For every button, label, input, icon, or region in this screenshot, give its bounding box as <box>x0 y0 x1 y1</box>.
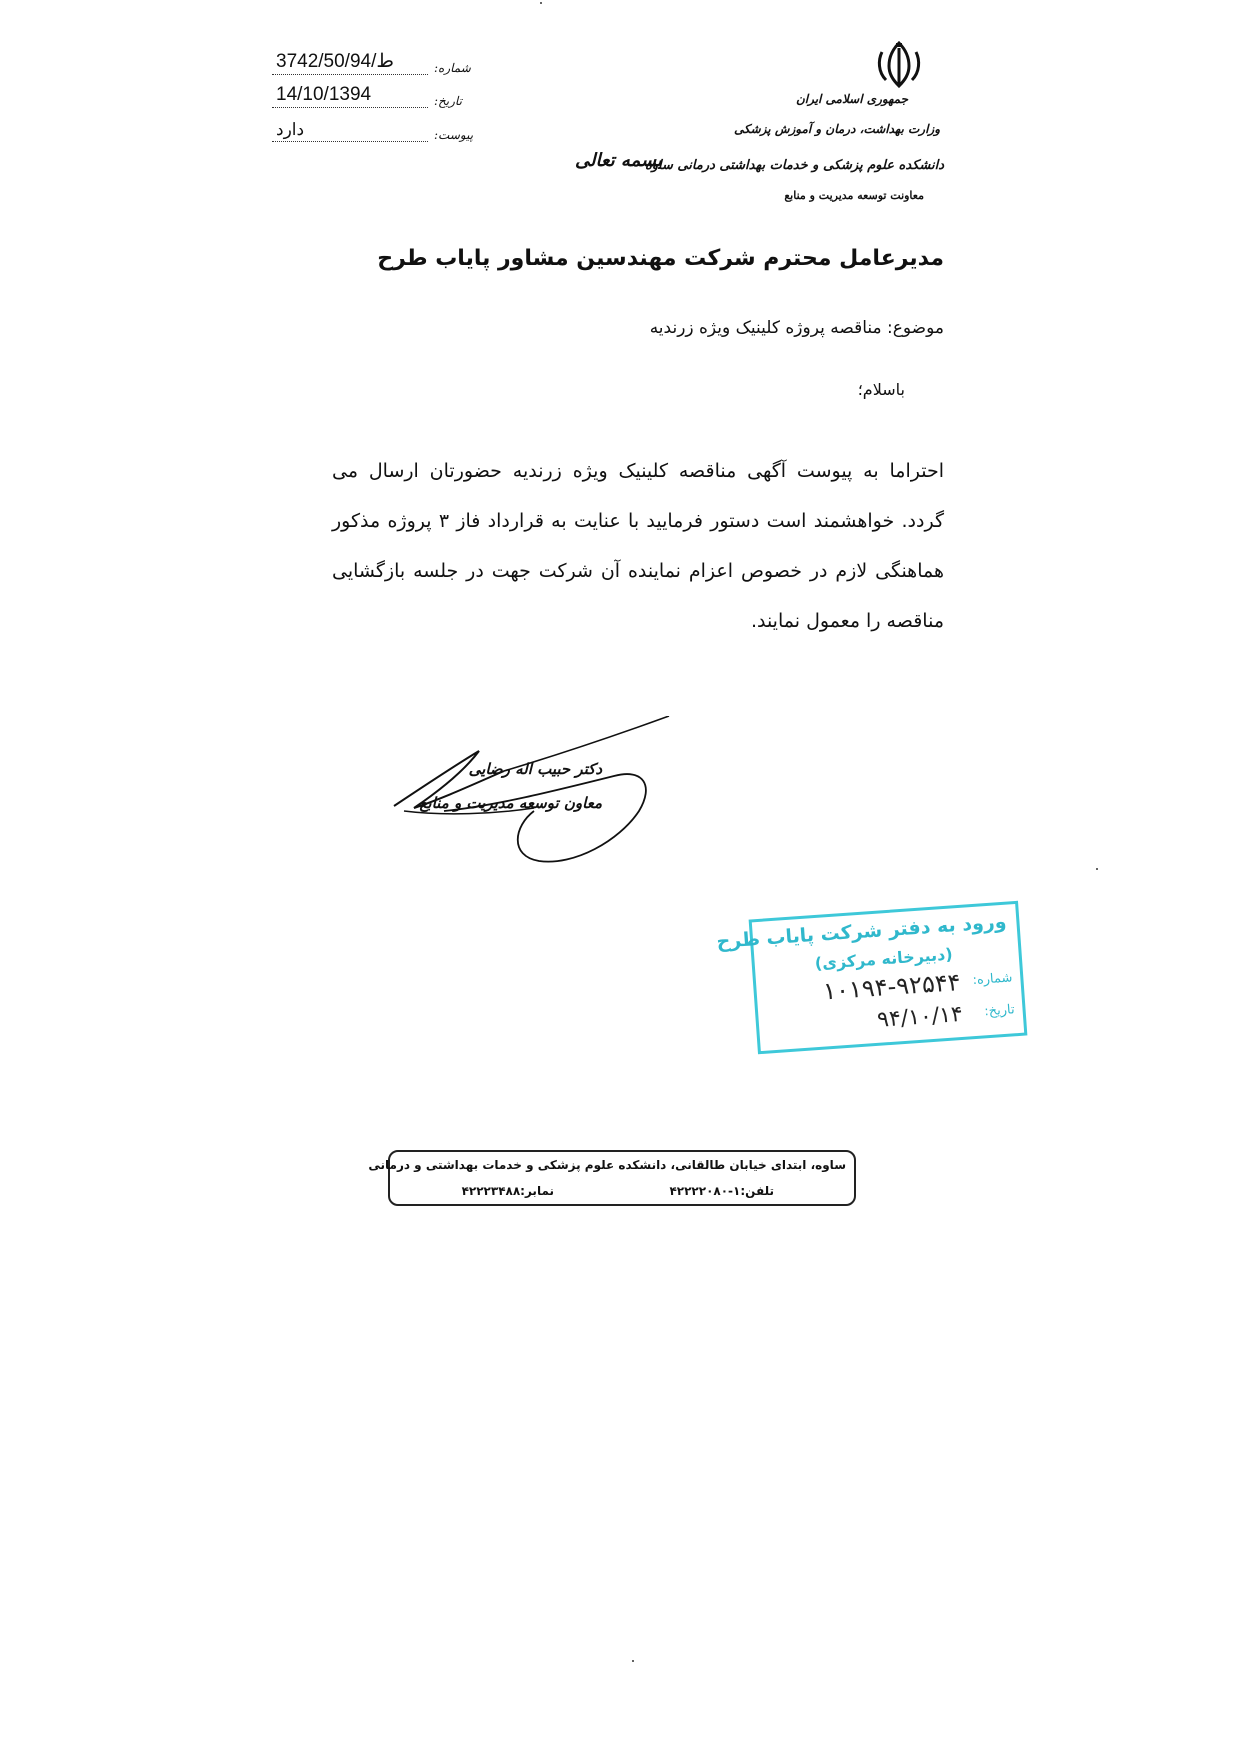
signer-title: معاون توسعه مدیریت و منابع <box>419 794 602 812</box>
letter-addressee: مدیرعامل محترم شرکت مهندسین مشاور پایاب طرح <box>377 246 944 271</box>
letter-date-row <box>272 84 462 108</box>
attachment-row <box>272 120 473 142</box>
header-country: جمهوری اسلامی ایران <box>795 92 908 106</box>
stamp-date-value: ۹۴/۱۰/۱۴ <box>876 1001 964 1033</box>
received-stamp <box>715 901 1028 1055</box>
header-university: دانشکده علوم پزشکی و خدمات بهداشتی درمانی ساوه <box>644 158 944 173</box>
letter-date-value: 14/10/1394 <box>272 84 428 108</box>
header-department: معاونت توسعه مدیریت و منابع <box>784 189 924 202</box>
signer-name: دکتر حبیب اله رضایی <box>468 760 602 778</box>
stamp-subtitle: (دبیرخانه مرکزی) <box>814 944 954 974</box>
header-ministry: وزارت بهداشت، درمان و آموزش پزشکی <box>734 122 940 136</box>
stamp-number-value: ۱۰۱۹۴-۹۲۵۴۴ <box>822 967 962 1006</box>
stamp-date-label: تاریخ: <box>983 1002 1016 1020</box>
footer-fax: نمابر:۴۲۲۲۳۴۸۸ <box>461 1184 554 1198</box>
footer-address-box <box>368 1150 856 1206</box>
stamp-number-label: شماره: <box>972 970 1013 989</box>
letter-date-label: تاریخ: <box>434 94 462 108</box>
letter-number-row <box>272 50 471 75</box>
footer-phone: تلفن:۱-۴۲۲۲۲۰۸۰ <box>669 1184 774 1198</box>
attachment-value: دارد <box>272 120 428 142</box>
letter-subject: موضوع: مناقصه پروژه کلینیک ویژه زرندیه <box>649 318 944 338</box>
signature-block <box>384 716 684 876</box>
letter-number-label: شماره: <box>434 61 471 75</box>
scan-speck <box>540 2 542 4</box>
stamp-title: ورود به دفتر شرکت پایاب طرح <box>715 910 1008 953</box>
attachment-label: پیوست: <box>434 128 474 142</box>
letter-number-value: 3742/50/ط/94 <box>272 50 428 75</box>
iran-emblem-icon <box>874 40 924 90</box>
scan-speck <box>632 1660 634 1662</box>
basmala: بسمه تعالی <box>575 150 663 171</box>
letter-body: احتراما به پیوست آگهی مناقصه کلینیک ویژه زرندیه حضورتان ارسال می گردد. خواهشمند است دستور فرمایید با عنایت به قرارداد فاز ۳ پروژه مذکور هماهنگی لازم در خصوص اعزام نماینده آن شرکت جهت در جلسه بازگشایی مناقصه را معمول نمایند. <box>332 460 945 632</box>
footer-address: ساوه، ابتدای خیابان طالقانی، دانشکده علوم پزشکی و خدمات بهداشتی و درمانی <box>368 1158 846 1172</box>
letter-greeting: باسلام؛ <box>857 380 905 399</box>
scan-speck <box>1096 868 1098 870</box>
